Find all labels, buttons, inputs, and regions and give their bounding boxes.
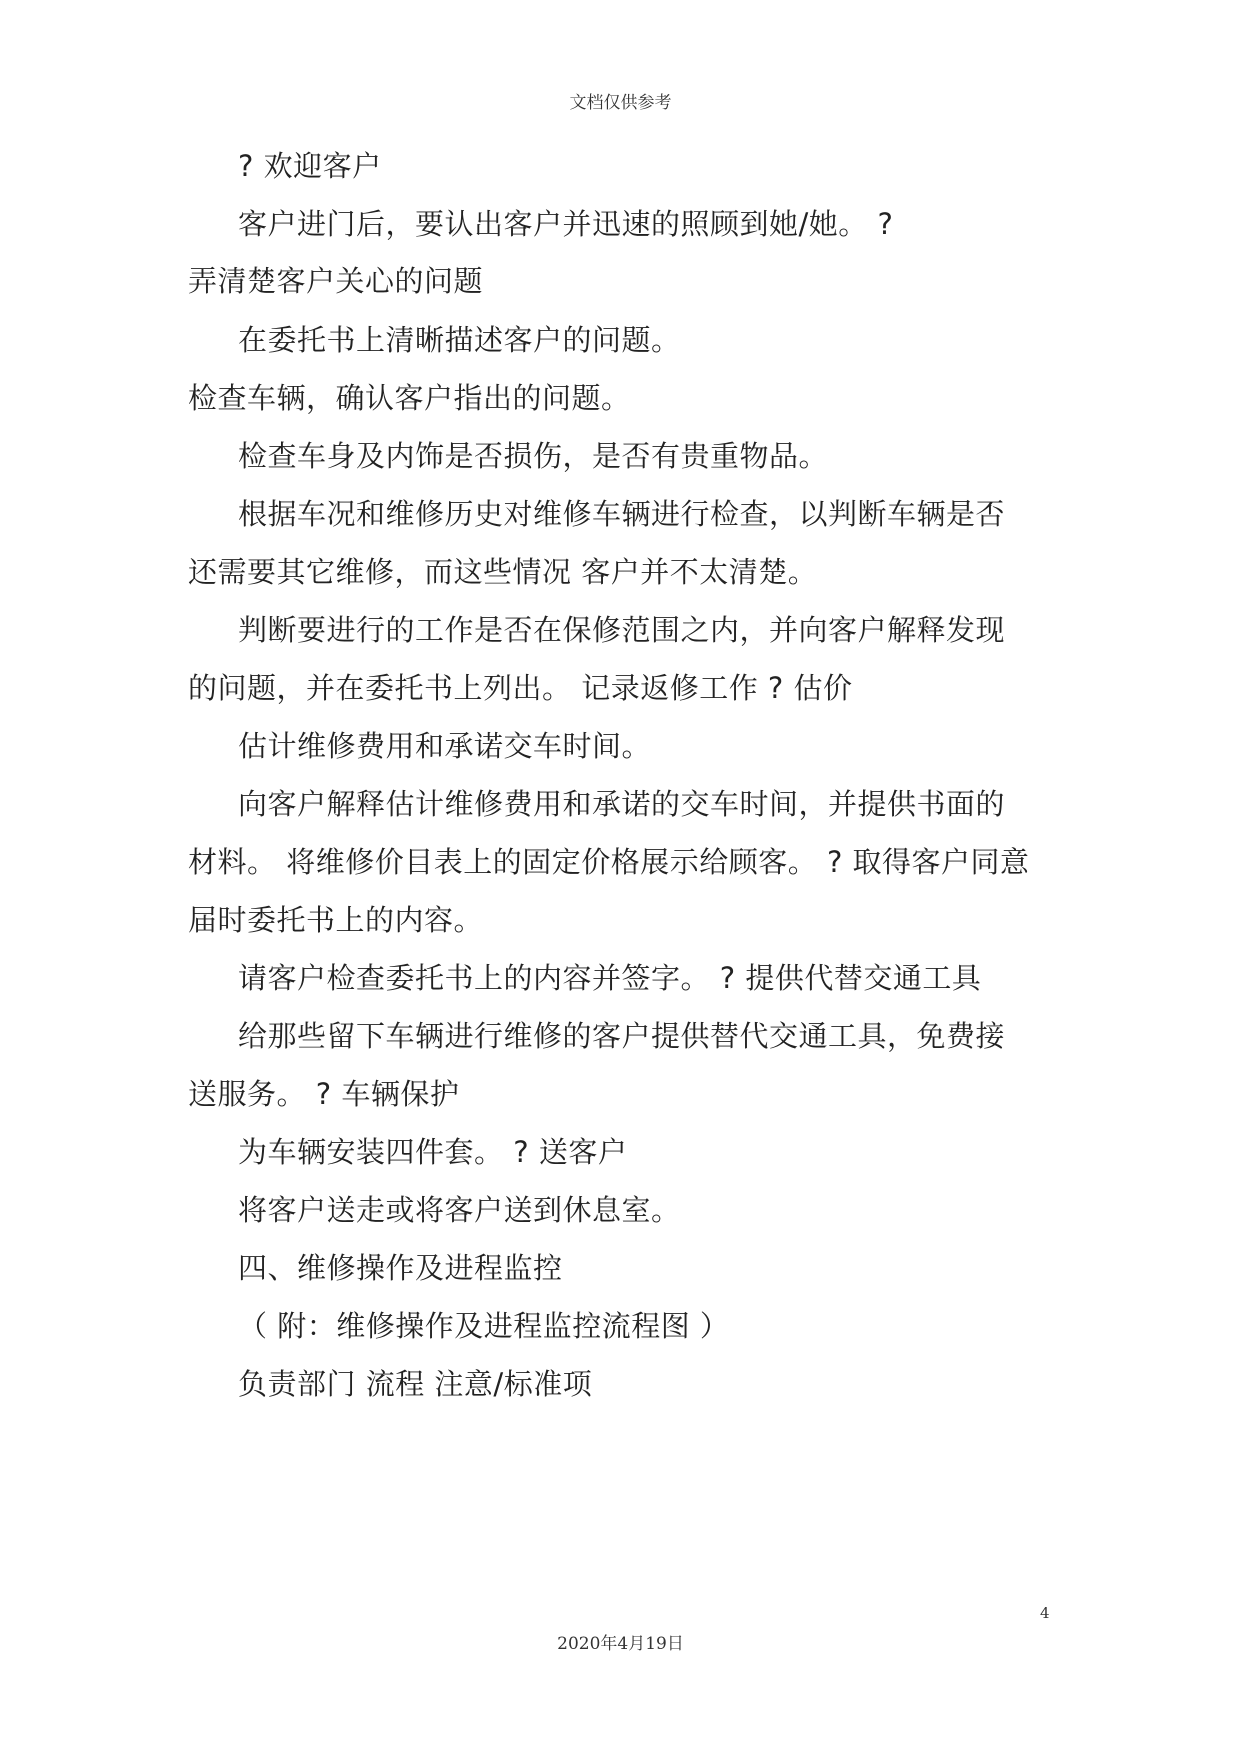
text-line: 判断要进行的工作是否在保修范围之内，并向客户解释发现 — [238, 613, 1006, 647]
page-footer-date: 2020年4月19日 — [557, 1634, 684, 1654]
page-header: 文档仅供参考 — [569, 93, 672, 113]
text-line: 的问题，并在委托书上列出。 记录返修工作 ? 估价 — [188, 671, 853, 705]
page-number: 4 — [1040, 1604, 1050, 1622]
text-line: 负责部门 流程 注意/标准项 — [238, 1367, 593, 1401]
text-line: 届时委托书上的内容。 — [188, 903, 484, 937]
text-line: 将客户送走或将客户送到休息室。 — [238, 1193, 681, 1227]
text-line: 弄清楚客户关心的问题 — [188, 264, 484, 298]
text-line: 为车辆安装四件套。 ? 送客户 — [238, 1135, 628, 1169]
text-line: 检查车辆，确认客户指出的问题。 — [188, 381, 631, 415]
text-line: 还需要其它维修，而这些情况 客户并不太清楚。 — [188, 555, 818, 589]
text-line: 根据车况和维修历史对维修车辆进行检查，以判断车辆是否 — [238, 497, 1006, 531]
text-line: 给那些留下车辆进行维修的客户提供替代交通工具，免费接 — [238, 1019, 1006, 1053]
text-line: 送服务。 ? 车辆保护 — [188, 1077, 460, 1111]
text-line: （ 附：维修操作及进程监控流程图 ） — [238, 1309, 730, 1343]
text-line: 估计维修费用和承诺交车时间。 — [238, 729, 652, 763]
text-line: 检查车身及内饰是否损伤，是否有贵重物品。 — [238, 439, 829, 473]
text-line: ? 欢迎客户 — [238, 149, 382, 183]
text-line: 向客户解释估计维修费用和承诺的交车时间，并提供书面的 — [238, 787, 1006, 821]
text-line: 四、维修操作及进程监控 — [238, 1251, 563, 1285]
text-line: 材料。 将维修价目表上的固定价格展示给顾客。 ? 取得客户同意 — [188, 845, 1030, 879]
text-line: 客户进门后，要认出客户并迅速的照顾到她/她。 ? — [238, 207, 894, 241]
text-line: 在委托书上清晰描述客户的问题。 — [238, 323, 681, 357]
text-line: 请客户检查委托书上的内容并签字。 ? 提供代替交通工具 — [238, 961, 982, 995]
